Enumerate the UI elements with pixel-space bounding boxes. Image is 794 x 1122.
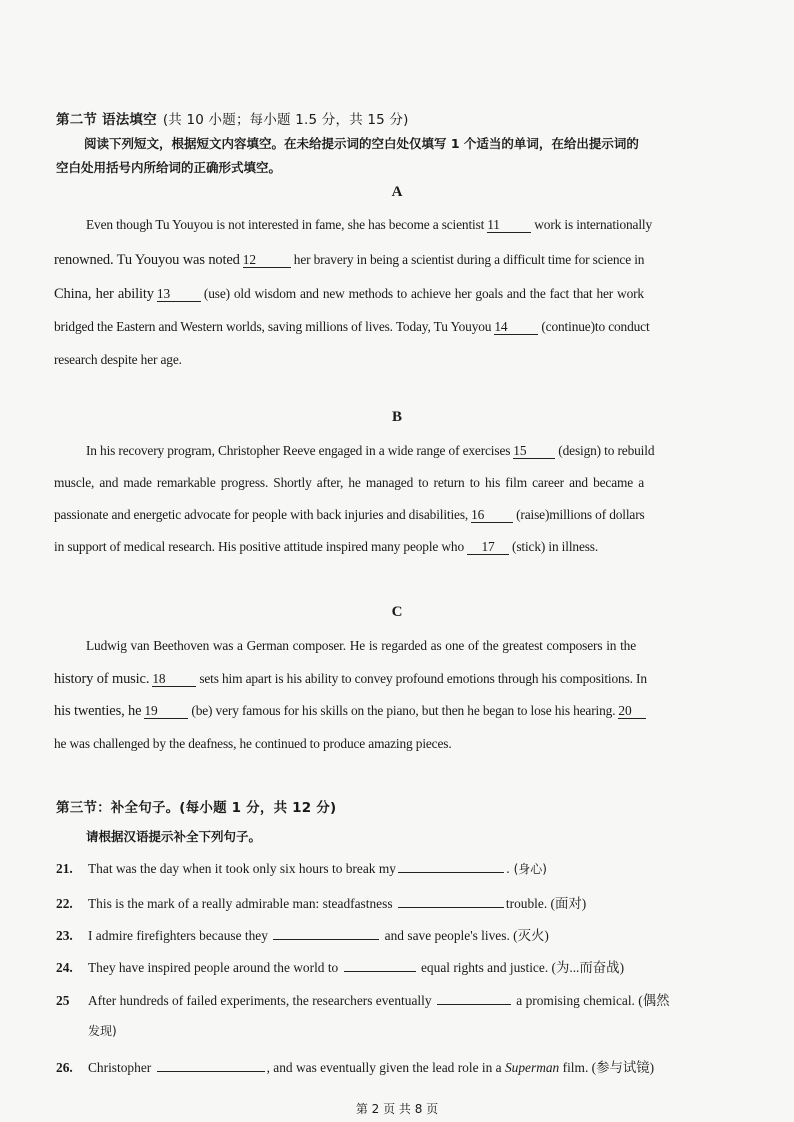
- section2-instruction-2: 空白处用括号内所给词的正确形式填空。: [56, 160, 282, 175]
- blank-19[interactable]: 19: [144, 704, 188, 719]
- question-25: 25 After hundreds of failed experiments, the researchers eventually a promising chemical. (偶然: [56, 993, 670, 1008]
- passage-c-line-2: history of music. 18 sets him apart is his ability to convey profound emotions through his compositions. In: [54, 671, 647, 687]
- question-25-cont: 发现): [88, 1024, 117, 1038]
- blank-15[interactable]: 15: [513, 444, 555, 459]
- blank-16[interactable]: 16: [471, 508, 513, 523]
- blank-12[interactable]: 12: [243, 253, 291, 268]
- passage-a-line-2: renowned. Tu Youyou was noted 12 her bravery in being a scientist during a difficult time for science in: [54, 252, 645, 268]
- question-22: 22. This is the mark of a really admirable man: steadfastness trouble. (面对): [56, 896, 587, 911]
- passage-b-line-2: muscle, and made remarkable progress. Shortly after, he managed to return to his film career and became a: [54, 475, 644, 490]
- passage-a-line-1: Even though Tu Youyou is not interested in fame, she has become a scientist 11 work is internationally: [86, 217, 653, 232]
- section2-title: 第二节 语法填空: [56, 112, 157, 128]
- passage-a-line-3: China, her ability 13 (use) old wisdom and new methods to achieve her goals and the fact that her work: [54, 286, 644, 302]
- answer-22[interactable]: [398, 895, 504, 908]
- passage-a-letter: A: [391, 184, 403, 200]
- answer-23[interactable]: [273, 927, 379, 940]
- section3-title: 第三节：补全句子。(每小题 1 分，共 12 分): [56, 800, 337, 816]
- question-24: 24. They have inspired people around the world to equal rights and justice. (为...而奋战): [56, 960, 625, 975]
- answer-21[interactable]: [398, 860, 504, 873]
- passage-b-letter: B: [391, 409, 402, 425]
- answer-26[interactable]: [157, 1059, 265, 1072]
- question-21: 21. That was the day when it took only six hours to break my . (身心): [56, 861, 547, 876]
- passage-b-line-3: passionate and energetic advocate for people with back injuries and disabilities, 16 (raise)millions of dollars: [54, 507, 645, 522]
- answer-25[interactable]: [437, 992, 511, 1005]
- passage-a-line-4: bridged the Eastern and Western worlds, saving millions of lives. Today, Tu Youyou 14 (continue)to conduct: [54, 319, 650, 334]
- passage-c-line-1: Ludwig van Beethoven was a German composer. He is regarded as one of the greatest composers in the: [86, 638, 636, 653]
- section2-header: [56, 108, 409, 128]
- blank-11[interactable]: 11: [487, 218, 531, 233]
- blank-13[interactable]: 13: [157, 287, 201, 302]
- passage-c-line-3: his twenties, he 19 (be) very famous for his skills on the piano, but then he began to lose his hearing. 20: [54, 703, 644, 720]
- section2-instruction-1: 阅读下列短文，根据短文内容填空。在未给提示词的空白处仅填写 1 个适当的单词，在给出提示词的: [84, 136, 639, 151]
- section2-subtitle: (共 10 小题；每小题 1.5 分，共 15 分): [162, 112, 409, 128]
- blank-14[interactable]: 14: [494, 320, 538, 335]
- passage-c-line-4: he was challenged by the deafness, he continued to produce amazing pieces.: [54, 736, 452, 751]
- page-number: 第 2 页 共 8 页: [355, 1102, 439, 1116]
- question-26: 26. Christopher , and was eventually given the lead role in a Superman film. (参与试镜): [56, 1060, 655, 1075]
- passage-c-letter: C: [391, 604, 403, 620]
- blank-17[interactable]: 17: [467, 540, 509, 555]
- passage-a-line-5: research despite her age.: [54, 352, 182, 367]
- passage-b-line-1: In his recovery program, Christopher Reeve engaged in a wide range of exercises 15 (design) to rebuild: [86, 443, 655, 458]
- answer-24[interactable]: [344, 959, 416, 972]
- blank-20[interactable]: 20: [618, 704, 646, 719]
- question-23: 23. I admire firefighters because they and save people's lives. (灭火): [56, 928, 549, 943]
- passage-b-line-4: in support of medical research. His positive attitude inspired many people who 17 (stick) in illness.: [54, 539, 599, 554]
- blank-18[interactable]: 18: [152, 672, 196, 687]
- section3-instruction: 请根据汉语提示补全下列句子。: [86, 829, 262, 844]
